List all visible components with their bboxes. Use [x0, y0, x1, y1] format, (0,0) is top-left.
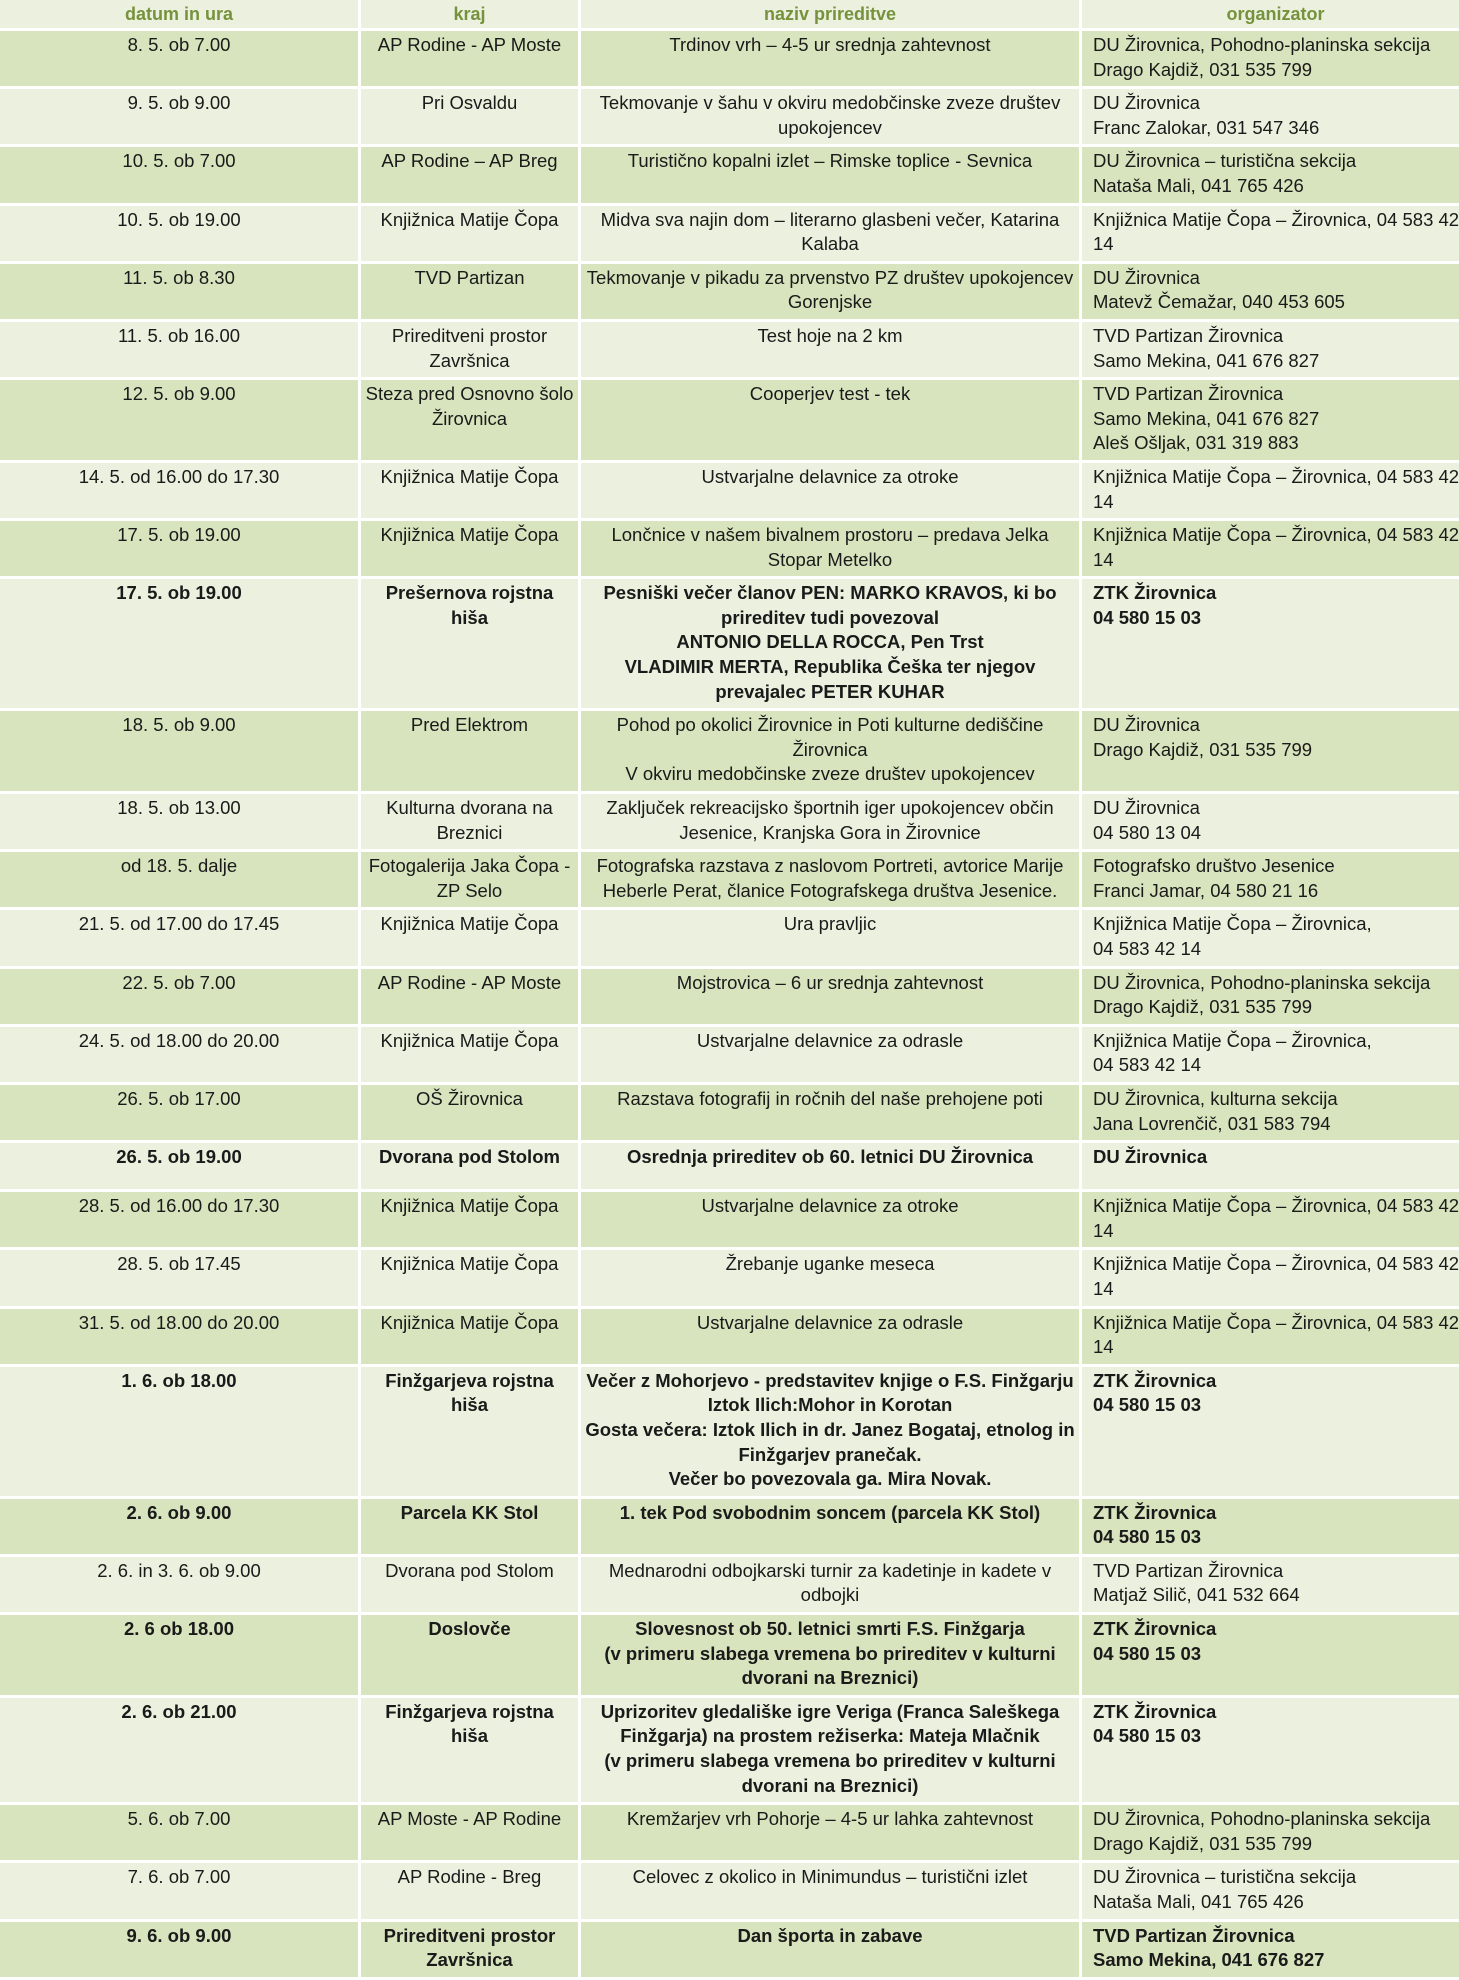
cell-date: 7. 6. ob 7.00 [0, 1863, 358, 1918]
cell-date: 26. 5. ob 17.00 [0, 1085, 358, 1140]
cell-date: 17. 5. ob 19.00 [0, 521, 358, 576]
cell-event-name: Midva sva najin dom – literarno glasbeni večer, Katarina Kalaba [581, 206, 1079, 261]
header-date: datum in ura [0, 0, 358, 28]
table-row [0, 1027, 1459, 1082]
table-row [0, 1309, 1459, 1364]
cell-event-name: Večer z Mohorjevo - predstavitev knjige o F.S. Finžgarju Iztok Ilich:Mohor in Korotan Gosta večera: Iztok Ilich in dr. Janez Bogataj, etnolog in Finžgarjev pranečak. Večer bo povezovala ga. Mira Novak. [581, 1367, 1079, 1496]
table-row [0, 969, 1459, 1024]
cell-organizer: Knjižnica Matije Čopa – Žirovnica, 04 583 42 14 [1082, 521, 1459, 576]
cell-event-name: Cooperjev test - tek [581, 380, 1079, 460]
cell-organizer: Knjižnica Matije Čopa – Žirovnica, 04 583 42 14 [1082, 1309, 1459, 1364]
cell-event-name: Uprizoritev gledališke igre Veriga (Franca Saleškega Finžgarja) na prostem režiserka: Mateja Mlačnik (v primeru slabega vremena bo prireditev v kulturni dvorani na Breznici) [581, 1698, 1079, 1802]
cell-date: 2. 6. ob 9.00 [0, 1499, 358, 1554]
cell-organizer: DU Žirovnica Drago Kajdiž, 031 535 799 [1082, 711, 1459, 791]
header-event-name: naziv prireditve [581, 0, 1079, 28]
cell-place: Knjižnica Matije Čopa [361, 206, 578, 261]
cell-place: Knjižnica Matije Čopa [361, 1027, 578, 1082]
cell-event-name: Trdinov vrh – 4-5 ur srednja zahtevnost [581, 31, 1079, 86]
cell-place: Pri Osvaldu [361, 89, 578, 144]
cell-organizer: DU Žirovnica, Pohodno-planinska sekcija Drago Kajdiž, 031 535 799 [1082, 969, 1459, 1024]
table-row [0, 1698, 1459, 1802]
cell-place: Kulturna dvorana na Breznici [361, 794, 578, 849]
table-row [0, 380, 1459, 460]
cell-date: 28. 5. od 16.00 do 17.30 [0, 1192, 358, 1247]
cell-place: Doslovče [361, 1615, 578, 1695]
cell-place: TVD Partizan [361, 264, 578, 319]
cell-organizer: DU Žirovnica Franc Zalokar, 031 547 346 [1082, 89, 1459, 144]
table-row [0, 147, 1459, 202]
cell-date: 1. 6. ob 18.00 [0, 1367, 358, 1496]
cell-date: 9. 6. ob 9.00 [0, 1922, 358, 1977]
cell-date: 18. 5. ob 13.00 [0, 794, 358, 849]
cell-place: Prireditveni prostor Završnica [361, 1922, 578, 1977]
cell-organizer: TVD Partizan Žirovnica Samo Mekina, 041 676 827 Aleš Ošljak, 031 319 883 [1082, 380, 1459, 460]
table-row [0, 1250, 1459, 1305]
header-organizer: organizator [1082, 0, 1459, 28]
cell-place: AP Moste - AP Rodine [361, 1805, 578, 1860]
cell-place: Prešernova rojstna hiša [361, 579, 578, 708]
cell-date: 22. 5. ob 7.00 [0, 969, 358, 1024]
cell-organizer: DU Žirovnica, Pohodno-planinska sekcija Drago Kajdiž, 031 535 799 [1082, 31, 1459, 86]
cell-date: 24. 5. od 18.00 do 20.00 [0, 1027, 358, 1082]
cell-organizer: DU Žirovnica, kulturna sekcija Jana Lovrenčič, 031 583 794 [1082, 1085, 1459, 1140]
cell-organizer: Knjižnica Matije Čopa – Žirovnica, 04 583 42 14 [1082, 910, 1459, 965]
table-row [0, 1143, 1459, 1189]
header-row [0, 0, 1459, 28]
cell-organizer: ZTK Žirovnica 04 580 15 03 [1082, 1499, 1459, 1554]
cell-organizer: ZTK Žirovnica 04 580 15 03 [1082, 579, 1459, 708]
cell-event-name: Žrebanje uganke meseca [581, 1250, 1079, 1305]
cell-event-name: Ustvarjalne delavnice za otroke [581, 1192, 1079, 1247]
cell-event-name: Tekmovanje v šahu v okviru medobčinske zveze društev upokojencev [581, 89, 1079, 144]
cell-date: 18. 5. ob 9.00 [0, 711, 358, 791]
cell-date: 12. 5. ob 9.00 [0, 380, 358, 460]
cell-date: 9. 5. ob 9.00 [0, 89, 358, 144]
cell-place: AP Rodine - AP Moste [361, 969, 578, 1024]
cell-place: Fotogalerija Jaka Čopa - ZP Selo [361, 852, 578, 907]
table-row [0, 711, 1459, 791]
cell-place: AP Rodine – AP Breg [361, 147, 578, 202]
cell-place: Knjižnica Matije Čopa [361, 1309, 578, 1364]
cell-event-name: Dan športa in zabave [581, 1922, 1079, 1977]
cell-event-name: Osrednja prireditev ob 60. letnici DU Žirovnica [581, 1143, 1079, 1189]
cell-event-name: Ustvarjalne delavnice za odrasle [581, 1027, 1079, 1082]
cell-place: AP Rodine - AP Moste [361, 31, 578, 86]
cell-organizer: DU Žirovnica Matevž Čemažar, 040 453 605 [1082, 264, 1459, 319]
table-row [0, 322, 1459, 377]
table-row [0, 89, 1459, 144]
cell-place: Steza pred Osnovno šolo Žirovnica [361, 380, 578, 460]
cell-place: Knjižnica Matije Čopa [361, 1192, 578, 1247]
cell-place: Finžgarjeva rojstna hiša [361, 1698, 578, 1802]
cell-date: 17. 5. ob 19.00 [0, 579, 358, 708]
header-place: kraj [361, 0, 578, 28]
cell-place: Parcela KK Stol [361, 1499, 578, 1554]
table-row [0, 1863, 1459, 1918]
cell-place: Dvorana pod Stolom [361, 1143, 578, 1189]
cell-event-name: Turistično kopalni izlet – Rimske toplice - Sevnica [581, 147, 1079, 202]
cell-event-name: Razstava fotografij in ročnih del naše prehojene poti [581, 1085, 1079, 1140]
table-row [0, 910, 1459, 965]
cell-event-name: Celovec z okolico in Minimundus – turistični izlet [581, 1863, 1079, 1918]
cell-event-name: Pesniški večer članov PEN: MARKO KRAVOS, ki bo prireditev tudi povezoval ANTONIO DELLA ROCCA, Pen Trst VLADIMIR MERTA, Republika Češka ter njegov prevajalec PETER KUHAR [581, 579, 1079, 708]
cell-organizer: ZTK Žirovnica 04 580 15 03 [1082, 1367, 1459, 1496]
cell-event-name: Kremžarjev vrh Pohorje – 4-5 ur lahka zahtevnost [581, 1805, 1079, 1860]
cell-organizer: DU Žirovnica 04 580 13 04 [1082, 794, 1459, 849]
table-row [0, 31, 1459, 86]
cell-event-name: Tekmovanje v pikadu za prvenstvo PZ društev upokojencev Gorenjske [581, 264, 1079, 319]
cell-date: od 18. 5. dalje [0, 852, 358, 907]
cell-date: 10. 5. ob 7.00 [0, 147, 358, 202]
table-row [0, 1805, 1459, 1860]
cell-date: 8. 5. ob 7.00 [0, 31, 358, 86]
cell-date: 26. 5. ob 19.00 [0, 1143, 358, 1189]
cell-event-name: Ustvarjalne delavnice za odrasle [581, 1309, 1079, 1364]
cell-organizer: Fotografsko društvo Jesenice Franci Jamar, 04 580 21 16 [1082, 852, 1459, 907]
cell-date: 11. 5. ob 8.30 [0, 264, 358, 319]
cell-place: Finžgarjeva rojstna hiša [361, 1367, 578, 1496]
cell-date: 14. 5. od 16.00 do 17.30 [0, 463, 358, 518]
table-row [0, 1367, 1459, 1496]
cell-place: Knjižnica Matije Čopa [361, 910, 578, 965]
table-row [0, 1085, 1459, 1140]
cell-organizer: DU Žirovnica, Pohodno-planinska sekcija Drago Kajdiž, 031 535 799 [1082, 1805, 1459, 1860]
cell-organizer: DU Žirovnica [1082, 1143, 1459, 1189]
cell-date: 2. 6. ob 21.00 [0, 1698, 358, 1802]
cell-organizer: DU Žirovnica – turistična sekcija Nataša Mali, 041 765 426 [1082, 147, 1459, 202]
table-row [0, 206, 1459, 261]
cell-event-name: Lončnice v našem bivalnem prostoru – predava Jelka Stopar Metelko [581, 521, 1079, 576]
cell-place: Pred Elektrom [361, 711, 578, 791]
cell-place: Prireditveni prostor Završnica [361, 322, 578, 377]
cell-place: OŠ Žirovnica [361, 1085, 578, 1140]
cell-organizer: TVD Partizan Žirovnica Samo Mekina, 041 676 827 [1082, 322, 1459, 377]
cell-place: Dvorana pod Stolom [361, 1557, 578, 1612]
cell-organizer: ZTK Žirovnica 04 580 15 03 [1082, 1698, 1459, 1802]
cell-place: Knjižnica Matije Čopa [361, 521, 578, 576]
cell-organizer: ZTK Žirovnica 04 580 15 03 [1082, 1615, 1459, 1695]
cell-place: Knjižnica Matije Čopa [361, 1250, 578, 1305]
cell-place: AP Rodine - Breg [361, 1863, 578, 1918]
table-row [0, 1922, 1459, 1977]
table-row [0, 463, 1459, 518]
table-row [0, 264, 1459, 319]
cell-date: 31. 5. od 18.00 do 20.00 [0, 1309, 358, 1364]
cell-event-name: Slovesnost ob 50. letnici smrti F.S. Finžgarja (v primeru slabega vremena bo prireditev v kulturni dvorani na Breznici) [581, 1615, 1079, 1695]
events-body [0, 31, 1459, 1977]
cell-event-name: Pohod po okolici Žirovnice in Poti kulturne dediščine Žirovnica V okviru medobčinske zveze društev upokojencev [581, 711, 1079, 791]
table-row [0, 1615, 1459, 1695]
cell-organizer: Knjižnica Matije Čopa – Žirovnica, 04 583 42 14 [1082, 463, 1459, 518]
cell-organizer: TVD Partizan Žirovnica Samo Mekina, 041 676 827 [1082, 1922, 1459, 1977]
cell-event-name: Mojstrovica – 6 ur srednja zahtevnost [581, 969, 1079, 1024]
cell-organizer: TVD Partizan Žirovnica Matjaž Silič, 041 532 664 [1082, 1557, 1459, 1612]
cell-organizer: DU Žirovnica – turistična sekcija Nataša Mali, 041 765 426 [1082, 1863, 1459, 1918]
cell-organizer: Knjižnica Matije Čopa – Žirovnica, 04 583 42 14 [1082, 206, 1459, 261]
cell-event-name: Zaključek rekreacijsko športnih iger upokojencev občin Jesenice, Kranjska Gora in Žirovnice [581, 794, 1079, 849]
cell-date: 10. 5. ob 19.00 [0, 206, 358, 261]
table-row [0, 579, 1459, 708]
table-row [0, 794, 1459, 849]
cell-date: 21. 5. od 17.00 do 17.45 [0, 910, 358, 965]
cell-date: 2. 6 ob 18.00 [0, 1615, 358, 1695]
cell-place: Knjižnica Matije Čopa [361, 463, 578, 518]
table-row [0, 1499, 1459, 1554]
cell-date: 28. 5. ob 17.45 [0, 1250, 358, 1305]
cell-date: 5. 6. ob 7.00 [0, 1805, 358, 1860]
table-row [0, 1192, 1459, 1247]
cell-organizer: Knjižnica Matije Čopa – Žirovnica, 04 583 42 14 [1082, 1250, 1459, 1305]
cell-event-name: Mednarodni odbojkarski turnir za kadetinje in kadete v odbojki [581, 1557, 1079, 1612]
table-row [0, 521, 1459, 576]
table-row [0, 1557, 1459, 1612]
cell-event-name: Ura pravljic [581, 910, 1079, 965]
cell-event-name: Fotografska razstava z naslovom Portreti, avtorice Marije Heberle Perat, članice Fotografskega društva Jesenice. [581, 852, 1079, 907]
cell-event-name: Ustvarjalne delavnice za otroke [581, 463, 1079, 518]
cell-date: 2. 6. in 3. 6. ob 9.00 [0, 1557, 358, 1612]
cell-organizer: Knjižnica Matije Čopa – Žirovnica, 04 583 42 14 [1082, 1192, 1459, 1247]
table-row [0, 852, 1459, 907]
cell-date: 11. 5. ob 16.00 [0, 322, 358, 377]
cell-event-name: Test hoje na 2 km [581, 322, 1079, 377]
cell-event-name: 1. tek Pod svobodnim soncem (parcela KK Stol) [581, 1499, 1079, 1554]
cell-organizer: Knjižnica Matije Čopa – Žirovnica, 04 583 42 14 [1082, 1027, 1459, 1082]
